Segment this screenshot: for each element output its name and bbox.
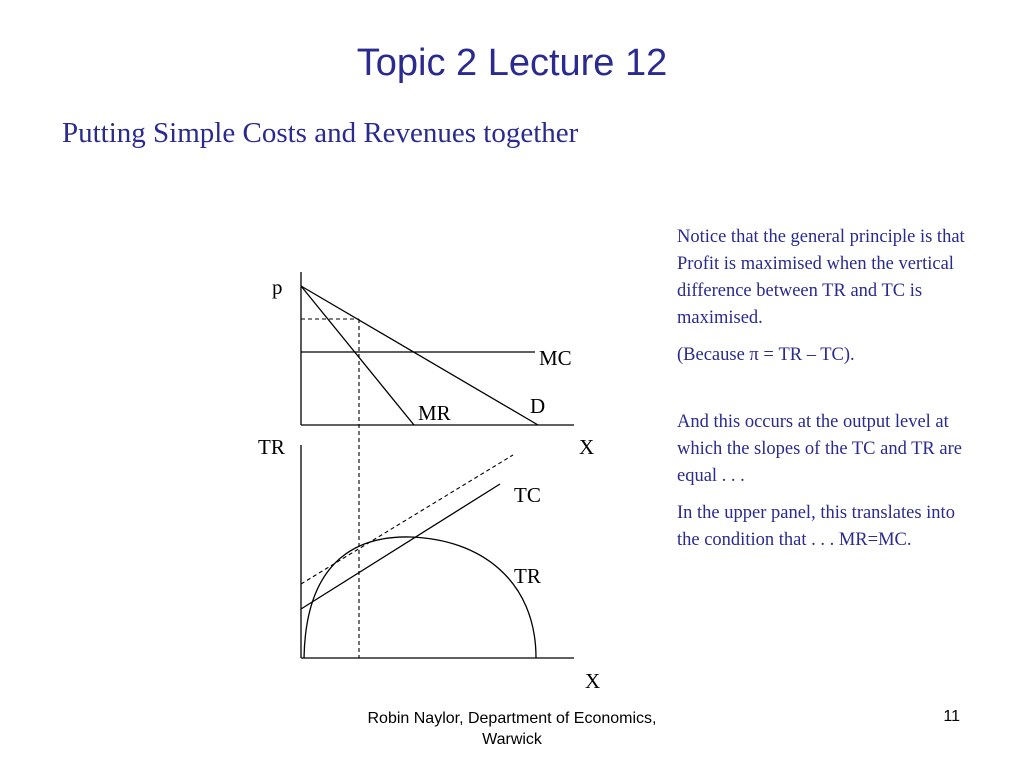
page-number: 11 bbox=[943, 708, 960, 725]
lower-y-axis-label: TR bbox=[258, 435, 285, 459]
tc-label: TC bbox=[514, 483, 541, 507]
mr-label: MR bbox=[418, 401, 451, 425]
lower-x-axis-label: X bbox=[585, 669, 601, 693]
tc-curve bbox=[301, 484, 500, 609]
lower-panel bbox=[258, 435, 600, 693]
tr-curve bbox=[304, 537, 536, 658]
slide-footer: Robin Naylor, Department of Economics, Warwick bbox=[367, 710, 657, 748]
tr-curve-label: TR bbox=[514, 564, 541, 588]
slide-subtitle: Putting Simple Costs and Revenues together bbox=[62, 117, 579, 149]
explanation-notes bbox=[677, 224, 977, 564]
mr-curve bbox=[301, 286, 414, 425]
mc-label: MC bbox=[539, 346, 572, 370]
d-label: D bbox=[530, 394, 546, 418]
note-paragraph: Notice that the general principle is that Profit is maximised when the vertical difference between TR and TC is maximised. bbox=[677, 227, 965, 328]
note-paragraph: (Because π = TR – TC). bbox=[677, 345, 855, 365]
upper-x-axis-label: X bbox=[579, 435, 595, 459]
note-paragraph: And this occurs at the output level at which the slopes of the TC and TR are equal . . . bbox=[677, 412, 962, 486]
note-paragraph: In the upper panel, this translates into the condition that . . . MR=MC. bbox=[677, 503, 955, 550]
upper-panel bbox=[272, 272, 594, 459]
slide-title: Topic 2 Lecture 12 bbox=[356, 42, 668, 84]
upper-y-axis-label: p bbox=[272, 275, 283, 299]
